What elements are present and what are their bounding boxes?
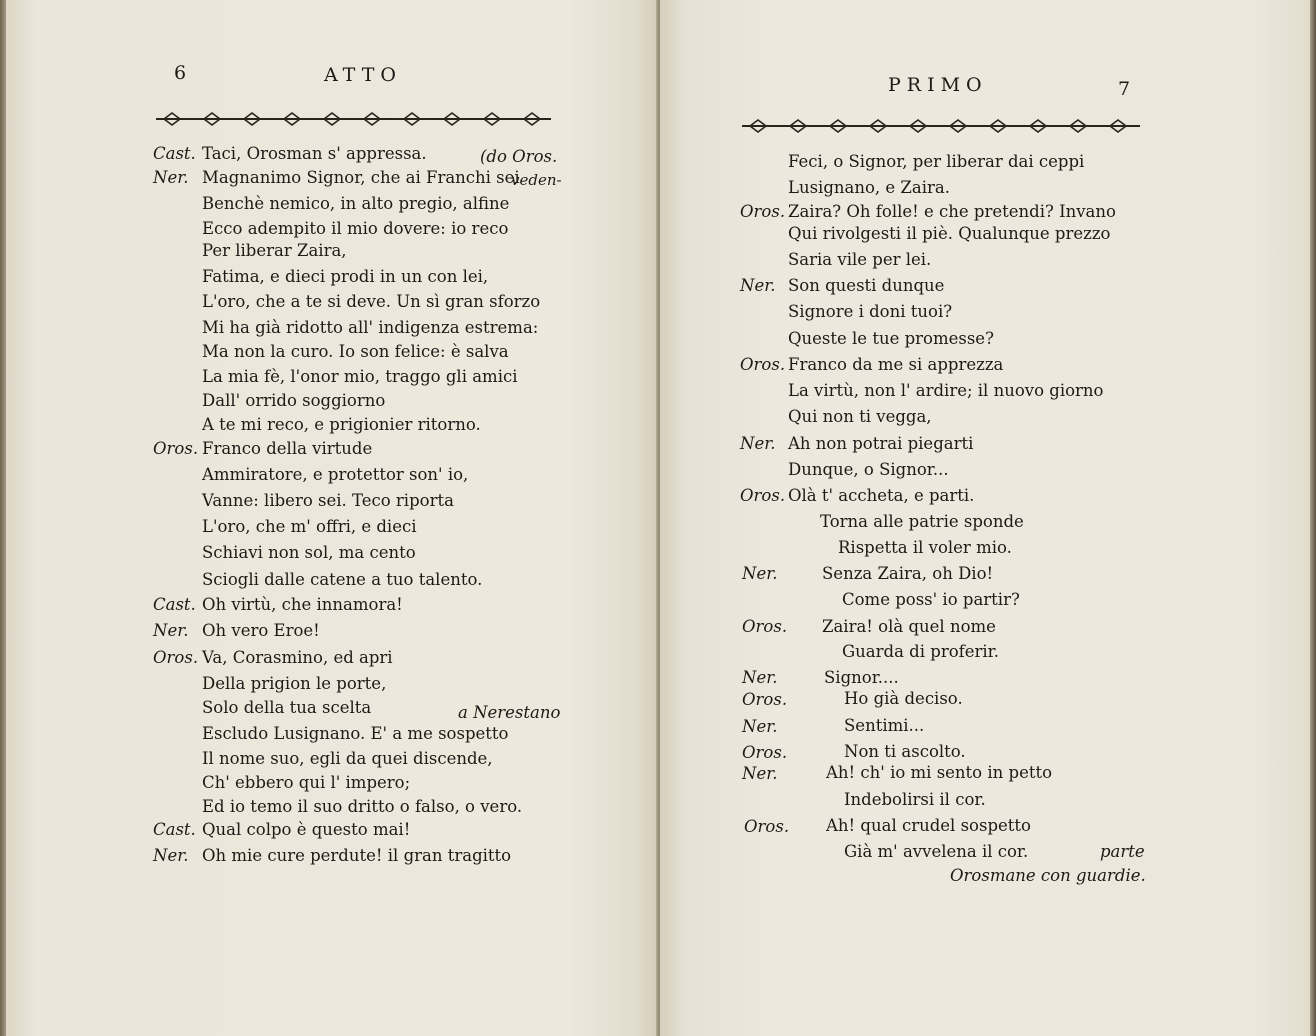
verse-line: Dunque, o Signor... bbox=[788, 460, 949, 479]
verse-line: Taci, Orosman s' appressa. bbox=[202, 144, 427, 163]
speaker-label: Oros. bbox=[744, 817, 790, 836]
verse-line: Fatima, e dieci prodi in un con lei, bbox=[202, 267, 489, 286]
verse-line: Ma non la curo. Io son felice: è salva bbox=[202, 342, 509, 361]
verse-line: Signor.... bbox=[824, 668, 899, 687]
verse-line: Va, Corasmino, ed apri bbox=[202, 648, 393, 667]
speaker-label: Cast. bbox=[153, 820, 196, 839]
verse-line: Escludo Lusignano. E' a me sospetto bbox=[202, 724, 509, 743]
speaker-label: Oros. bbox=[742, 617, 788, 636]
verse-line: Oh mie cure perdute! il gran tragitto bbox=[202, 846, 512, 865]
verse-line: Ed io temo il suo dritto o falso, o vero. bbox=[202, 797, 523, 816]
verse-line: L'oro, che m' offri, e dieci bbox=[202, 517, 417, 536]
verse-line: Franco della virtude bbox=[202, 439, 373, 458]
verse-line: Qui non ti vegga, bbox=[788, 407, 932, 426]
running-head: PRIMO bbox=[888, 74, 988, 96]
verse-line: A te mi reco, e prigionier ritorno. bbox=[202, 415, 481, 434]
verse-line: Ammiratore, e protettor son' io, bbox=[202, 465, 469, 484]
speaker-label: Oros. bbox=[740, 486, 786, 505]
verse-line: Come poss' io partir? bbox=[842, 590, 1020, 609]
verse-line: Qui rivolgesti il piè. Qualunque prezzo bbox=[788, 224, 1111, 243]
speaker-label: Ner. bbox=[742, 717, 778, 736]
verse-line: La mia fè, l'onor mio, traggo gli amici bbox=[202, 367, 518, 386]
running-head: ATTO bbox=[324, 64, 402, 86]
page-number: 6 bbox=[174, 62, 187, 84]
verse-line: Guarda di proferir. bbox=[842, 642, 999, 661]
verse-line: Dall' orrido soggiorno bbox=[202, 391, 386, 410]
verse-line: Signore i doni tuoi? bbox=[788, 302, 953, 321]
verse-line: Ch' ebbero qui l' impero; bbox=[202, 773, 411, 792]
verse-line: Benchè nemico, in alto pregio, alfine bbox=[202, 194, 510, 213]
verse-line: Saria vile per lei. bbox=[788, 250, 932, 269]
verse-line: Zaira! olà quel nome bbox=[822, 617, 996, 636]
stage-direction: a Nerestano bbox=[458, 703, 561, 722]
verse-line: Sciogli dalle catene a tuo talento. bbox=[202, 570, 483, 589]
verse-line: Son questi dunque bbox=[788, 276, 945, 295]
speaker-label: Cast. bbox=[153, 144, 196, 163]
page-number: 7 bbox=[1118, 78, 1131, 100]
verse-line: Vanne: libero sei. Teco riporta bbox=[202, 491, 454, 510]
speaker-label: Oros. bbox=[740, 202, 786, 221]
verse-line: Il nome suo, egli da quei discende, bbox=[202, 749, 493, 768]
ornament-rule bbox=[156, 110, 551, 128]
verse-line: Già m' avvelena il cor. bbox=[844, 842, 1029, 861]
speaker-label: Ner. bbox=[153, 621, 189, 640]
speaker-label: Ner. bbox=[742, 764, 778, 783]
verse-line: Senza Zaira, oh Dio! bbox=[822, 564, 994, 583]
verse-line: Ecco adempito il mio dovere: io reco bbox=[202, 219, 509, 238]
verse-line: Magnanimo Signor, che ai Franchi sei bbox=[202, 168, 520, 187]
verse-line: Sentimi... bbox=[844, 716, 925, 735]
verse-line: Zaira? Oh folle! e che pretendi? Invano bbox=[788, 202, 1116, 221]
left-page bbox=[6, 0, 658, 1036]
stage-direction: veden- bbox=[511, 171, 562, 189]
verse-line: Ah non potrai piegarti bbox=[788, 434, 974, 453]
verse-line: Per liberar Zaira, bbox=[202, 241, 347, 260]
verse-line: Non ti ascolto. bbox=[844, 742, 966, 761]
verse-line: Rispetta il voler mio. bbox=[838, 538, 1012, 557]
verse-line: Torna alle patrie sponde bbox=[820, 512, 1024, 531]
speaker-label: Ner. bbox=[153, 846, 189, 865]
speaker-label: Oros. bbox=[153, 648, 199, 667]
verse-line: Solo della tua scelta bbox=[202, 698, 372, 717]
verse-line: La virtù, non l' ardire; il nuovo giorno bbox=[788, 381, 1104, 400]
verse-line: Mi ha già ridotto all' indigenza estrema: bbox=[202, 318, 539, 337]
verse-line: Oh virtù, che innamora! bbox=[202, 595, 403, 614]
stage-direction: Orosmane con guardie. bbox=[950, 866, 1146, 885]
speaker-label: Ner. bbox=[742, 564, 778, 583]
verse-line: Schiavi non sol, ma cento bbox=[202, 543, 416, 562]
speaker-label: Cast. bbox=[153, 595, 196, 614]
speaker-label: Oros. bbox=[153, 439, 199, 458]
verse-line: L'oro, che a te si deve. Un sì gran sforzo bbox=[202, 292, 541, 311]
ornament-rule bbox=[742, 117, 1140, 135]
verse-line: Oh vero Eroe! bbox=[202, 621, 320, 640]
verse-line: Della prigion le porte, bbox=[202, 674, 387, 693]
stage-direction: parte bbox=[1100, 842, 1145, 861]
verse-line: Indebolirsi il cor. bbox=[844, 790, 986, 809]
speaker-label: Ner. bbox=[153, 168, 189, 187]
verse-line: Lusignano, e Zaira. bbox=[788, 178, 950, 197]
speaker-label: Oros. bbox=[740, 355, 786, 374]
verse-line: Ah! ch' io mi sento in petto bbox=[826, 763, 1053, 782]
verse-line: Feci, o Signor, per liberar dai ceppi bbox=[788, 152, 1085, 171]
speaker-label: Ner. bbox=[740, 434, 776, 453]
speaker-label: Oros. bbox=[742, 690, 788, 709]
verse-line: Queste le tue promesse? bbox=[788, 329, 994, 348]
speaker-label: Ner. bbox=[742, 668, 778, 687]
verse-line: Olà t' accheta, e parti. bbox=[788, 486, 975, 505]
verse-line: Ho già deciso. bbox=[844, 689, 963, 708]
verse-line: Ah! qual crudel sospetto bbox=[826, 816, 1031, 835]
verse-line: Franco da me si apprezza bbox=[788, 355, 1004, 374]
verse-line: Qual colpo è questo mai! bbox=[202, 820, 411, 839]
speaker-label: Oros. bbox=[742, 743, 788, 762]
speaker-label: Ner. bbox=[740, 276, 776, 295]
right-page bbox=[660, 0, 1310, 1036]
stage-direction: (do Oros. bbox=[480, 147, 558, 166]
